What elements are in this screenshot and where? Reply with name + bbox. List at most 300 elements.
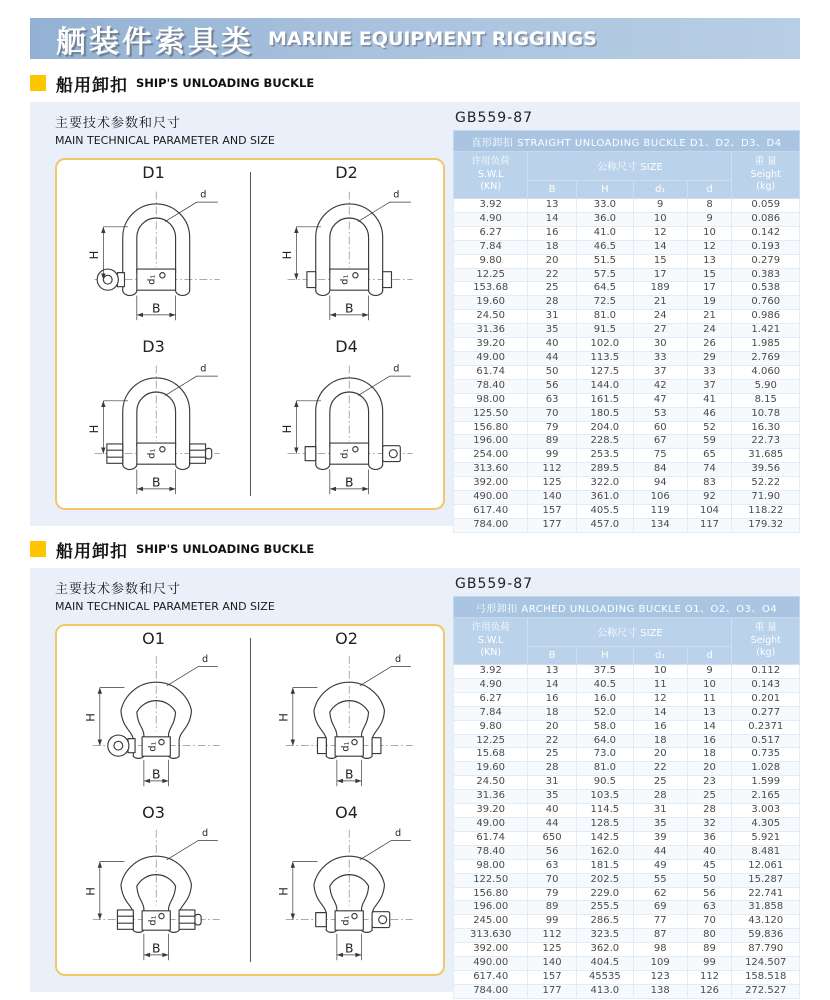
table-cell: 67	[633, 435, 687, 449]
table-cell: 8	[687, 199, 732, 213]
table-row	[454, 817, 800, 831]
table-cell: 7.84	[454, 240, 528, 254]
svg-text:H: H	[279, 250, 294, 260]
table-cell: 6.27	[454, 226, 528, 240]
table-cell: 272.527	[732, 984, 800, 998]
table-cell: 51.5	[576, 254, 633, 268]
table-cell: 0.059	[732, 199, 800, 213]
table-cell: 405.5	[576, 504, 633, 518]
table-cell: 19.60	[454, 762, 528, 776]
table-cell: 5.921	[732, 831, 800, 845]
table-cell: 63	[687, 901, 732, 915]
table-row	[454, 393, 800, 407]
section-1-title-cn: 船用卸扣	[56, 75, 128, 96]
table-cell: 65	[687, 449, 732, 463]
table-cell: 25	[687, 790, 732, 804]
table-cell: 123	[633, 970, 687, 984]
table-cell: 16	[633, 720, 687, 734]
section-2-title-cn: 船用卸扣	[56, 541, 128, 562]
diagram-box-bow-shackles	[55, 624, 445, 976]
svg-text:d: d	[201, 653, 208, 665]
col-swl: 许用负荷 S.W.L (KN)	[454, 618, 528, 665]
table-cell: 78.40	[454, 379, 528, 393]
dee-shackle-drawing	[62, 355, 246, 507]
table-cell: 63	[528, 393, 576, 407]
section-2-panel	[30, 568, 800, 996]
standard-code: GB559-87	[455, 110, 534, 126]
svg-text:H: H	[86, 424, 101, 434]
table-row	[454, 790, 800, 804]
page-title-cn: 舾装件索具类	[56, 24, 254, 60]
table-cell: 0.538	[732, 282, 800, 296]
svg-text:d: d	[201, 827, 208, 839]
table-cell: 81.0	[576, 762, 633, 776]
table-cell: 83	[687, 477, 732, 491]
table-cell: 18	[687, 748, 732, 762]
table-cell: 1.599	[732, 776, 800, 790]
table-cell: 118.22	[732, 504, 800, 518]
table-header-row	[454, 152, 800, 181]
table-cell: 122.50	[454, 873, 528, 887]
table-row	[454, 504, 800, 518]
table-cell: 162.0	[576, 845, 633, 859]
table-cell: 784.00	[454, 984, 528, 998]
table-cell: 28	[633, 790, 687, 804]
dee-shackle-drawing	[255, 181, 439, 333]
table-cell: 156.80	[454, 421, 528, 435]
diagram-label: O2	[335, 629, 358, 648]
table-cell: 196.00	[454, 435, 528, 449]
table-cell: 16.30	[732, 421, 800, 435]
section-2-parameters	[55, 578, 450, 613]
col-d1: d₁	[633, 180, 687, 198]
svg-text:B: B	[344, 475, 353, 490]
table-cell: 90.5	[576, 776, 633, 790]
table-cell: 23	[687, 776, 732, 790]
table-cell: 112	[687, 970, 732, 984]
bow-shackle-drawing	[62, 821, 246, 973]
table-row	[454, 324, 800, 338]
table-cell: 31	[528, 310, 576, 324]
table-cell: 134	[633, 518, 687, 532]
table-cell: 13	[528, 665, 576, 679]
table-cell: 56	[528, 845, 576, 859]
table-cell: 12.25	[454, 734, 528, 748]
table-cell: 52.22	[732, 477, 800, 491]
table-row	[454, 310, 800, 324]
svg-text:H: H	[86, 250, 101, 260]
table-cell: 13	[528, 199, 576, 213]
table-cell: 4.305	[732, 817, 800, 831]
col-B: B	[528, 646, 576, 664]
table-cell: 255.5	[576, 901, 633, 915]
table-cell: 14	[528, 212, 576, 226]
table-cell: 43.120	[732, 915, 800, 929]
table-cell: 16	[528, 692, 576, 706]
table-cell: 14	[528, 678, 576, 692]
table-cell: 33.0	[576, 199, 633, 213]
table-row	[454, 435, 800, 449]
table-cell: 17	[633, 268, 687, 282]
table-row	[454, 776, 800, 790]
table-cell: 27	[633, 324, 687, 338]
table-cell: 490.00	[454, 491, 528, 505]
table-cell: 20	[528, 254, 576, 268]
table-cell: 52.0	[576, 706, 633, 720]
bow-shackle-drawing	[255, 821, 439, 973]
table-cell: 89	[528, 901, 576, 915]
col-weight: 重 量 Seight (kg)	[732, 152, 800, 199]
table-cell: 40	[687, 845, 732, 859]
table-row	[454, 845, 800, 859]
table-row	[454, 692, 800, 706]
table-row	[454, 748, 800, 762]
table-cell: 46.5	[576, 240, 633, 254]
table-cell: 10.78	[732, 407, 800, 421]
table-cell: 140	[528, 491, 576, 505]
table-cell: 31.36	[454, 790, 528, 804]
table-cell: 113.5	[576, 351, 633, 365]
table-cell: 28	[528, 762, 576, 776]
diagram-label: D2	[335, 163, 358, 182]
table-cell: 138	[633, 984, 687, 998]
col-weight: 重 量 Seight (kg)	[732, 618, 800, 665]
table-cell: 99	[528, 449, 576, 463]
col-B: B	[528, 180, 576, 198]
table-cell: 158.518	[732, 970, 800, 984]
table-cell: 0.201	[732, 692, 800, 706]
table-cell: 79	[528, 887, 576, 901]
table-cell: 22.73	[732, 435, 800, 449]
table-cell: 9.80	[454, 254, 528, 268]
table-cell: 1.028	[732, 762, 800, 776]
table-cell: 125	[528, 477, 576, 491]
page-banner	[30, 18, 800, 59]
table-cell: 0.760	[732, 296, 800, 310]
table-cell: 40	[528, 804, 576, 818]
section-1-panel	[30, 102, 800, 530]
table-cell: 56	[528, 379, 576, 393]
table-cell: 49	[633, 859, 687, 873]
table-cell: 15	[633, 254, 687, 268]
table-cell: 25	[528, 748, 576, 762]
table-cell: 0.143	[732, 678, 800, 692]
table-cell: 39.56	[732, 463, 800, 477]
table-cell: 44	[528, 817, 576, 831]
table-cell: 46	[687, 407, 732, 421]
table-cell: 3.003	[732, 804, 800, 818]
table-cell: 16	[687, 734, 732, 748]
table-cell: 71.90	[732, 491, 800, 505]
table-cell: 0.112	[732, 665, 800, 679]
table-cell: 204.0	[576, 421, 633, 435]
table-cell: 80	[687, 929, 732, 943]
table-cell: 31	[528, 776, 576, 790]
svg-text:H: H	[83, 887, 98, 896]
table-cell: 58.0	[576, 720, 633, 734]
table-row	[454, 379, 800, 393]
section-2-heading	[30, 536, 314, 562]
table-cell: 228.5	[576, 435, 633, 449]
table-cell: 64.5	[576, 282, 633, 296]
table-cell: 79	[528, 421, 576, 435]
table-cell: 144.0	[576, 379, 633, 393]
table-cell: 457.0	[576, 518, 633, 532]
table-cell: 0.279	[732, 254, 800, 268]
table-cell: 89	[687, 943, 732, 957]
table-cell: 39.20	[454, 804, 528, 818]
svg-text:B: B	[344, 301, 353, 316]
table-cell: 1.985	[732, 338, 800, 352]
table-cell: 3.92	[454, 199, 528, 213]
table-cell: 20	[687, 762, 732, 776]
table-cell: 19.60	[454, 296, 528, 310]
table-cell: 98.00	[454, 393, 528, 407]
svg-text:H: H	[276, 713, 291, 722]
param-title-en: MAIN TECHNICAL PARAMETER AND SIZE	[55, 600, 275, 613]
table-row	[454, 477, 800, 491]
table-row	[454, 929, 800, 943]
table-cell: 50	[687, 873, 732, 887]
param-title-cn: 主要技术参数和尺寸	[55, 582, 182, 597]
section-1-table-area	[453, 108, 800, 533]
table-cell: 323.5	[576, 929, 633, 943]
table-cell: 39	[633, 831, 687, 845]
table-cell: 112	[528, 463, 576, 477]
table-cell: 125.50	[454, 407, 528, 421]
table-cell: 1.421	[732, 324, 800, 338]
table-cell: 37	[687, 379, 732, 393]
table-cell: 157	[528, 504, 576, 518]
col-d: d	[687, 646, 732, 664]
table-cell: 196.00	[454, 901, 528, 915]
table-cell: 4.90	[454, 212, 528, 226]
table-cell: 28	[528, 296, 576, 310]
table-cell: 50	[528, 365, 576, 379]
table-cell: 153.68	[454, 282, 528, 296]
table-cell: 126	[687, 984, 732, 998]
table-cell: 128.5	[576, 817, 633, 831]
table-cell: 10	[687, 226, 732, 240]
table-title-row	[454, 597, 800, 618]
table-cell: 20	[528, 720, 576, 734]
table-cell: 103.5	[576, 790, 633, 804]
table-cell: 202.5	[576, 873, 633, 887]
table-cell: 13	[687, 254, 732, 268]
table-cell: 6.27	[454, 692, 528, 706]
svg-text:d: d	[199, 363, 206, 375]
diagram-O2-bow-shackle-flush-pin	[250, 626, 443, 800]
table-cell: 245.00	[454, 915, 528, 929]
table-cell: 180.5	[576, 407, 633, 421]
table-cell: 42	[633, 379, 687, 393]
table-cell: 14	[633, 240, 687, 254]
table-row	[454, 720, 800, 734]
bow-shackle-drawing	[62, 647, 246, 799]
table-cell: 44	[528, 351, 576, 365]
diagram-O3-bow-shackle-bolt-pin	[57, 800, 250, 974]
straight-buckle-table	[453, 130, 800, 533]
table-cell: 87.790	[732, 943, 800, 957]
svg-text:d₁: d₁	[338, 274, 350, 285]
table-cell: 12.25	[454, 268, 528, 282]
table-cell: 77	[633, 915, 687, 929]
table-cell: 189	[633, 282, 687, 296]
table-cell: 16	[528, 226, 576, 240]
table-cell: 0.383	[732, 268, 800, 282]
table-cell: 74	[687, 463, 732, 477]
yellow-square-icon	[30, 75, 46, 91]
table-cell: 157	[528, 970, 576, 984]
table-cell: 12	[687, 240, 732, 254]
table-cell: 11	[687, 692, 732, 706]
standard-code: GB559-87	[455, 576, 534, 592]
table-row	[454, 240, 800, 254]
table-cell: 98.00	[454, 859, 528, 873]
diagram-label: O4	[335, 803, 358, 822]
table-cell: 313.60	[454, 463, 528, 477]
diagram-label: O3	[142, 803, 165, 822]
table-cell: 392.00	[454, 477, 528, 491]
table-cell: 21	[687, 310, 732, 324]
arched-buckle-table	[453, 596, 800, 999]
table-cell: 44	[633, 845, 687, 859]
diagram-D4-dee-shackle-round-pin	[250, 334, 443, 508]
table-cell: 75	[633, 449, 687, 463]
table-row	[454, 678, 800, 692]
table-row	[454, 226, 800, 240]
table-cell: 41	[687, 393, 732, 407]
table-cell: 56	[687, 887, 732, 901]
table-row	[454, 365, 800, 379]
table-cell: 10	[687, 678, 732, 692]
table-cell: 41.0	[576, 226, 633, 240]
table-cell: 11	[633, 678, 687, 692]
svg-text:B: B	[344, 941, 353, 956]
table-row	[454, 804, 800, 818]
table-cell: 31	[633, 804, 687, 818]
table-cell: 29	[687, 351, 732, 365]
svg-text:d₁: d₁	[339, 741, 351, 752]
table-cell: 10	[633, 665, 687, 679]
svg-text:d₁: d₁	[145, 448, 157, 459]
table-cell: 8.15	[732, 393, 800, 407]
table-cell: 8.481	[732, 845, 800, 859]
svg-text:d: d	[394, 827, 401, 839]
table-row	[454, 957, 800, 971]
table-title: 弓形卸扣 ARCHED UNLOADING BUCKLE O1、O2、O3、O4	[454, 597, 800, 618]
table-cell: 33	[633, 351, 687, 365]
table-cell: 15	[687, 268, 732, 282]
col-d: d	[687, 180, 732, 198]
diagram-O4-bow-shackle-round-pin	[250, 800, 443, 974]
table-cell: 14	[687, 720, 732, 734]
svg-text:d: d	[392, 189, 399, 201]
table-cell: 15.68	[454, 748, 528, 762]
table-cell: 25	[633, 776, 687, 790]
table-cell: 33	[687, 365, 732, 379]
table-cell: 61.74	[454, 831, 528, 845]
table-cell: 35	[528, 790, 576, 804]
table-cell: 0.517	[732, 734, 800, 748]
table-cell: 9.80	[454, 720, 528, 734]
table-row	[454, 268, 800, 282]
table-row	[454, 970, 800, 984]
svg-text:d: d	[392, 363, 399, 375]
table-row	[454, 212, 800, 226]
table-cell: 40.5	[576, 678, 633, 692]
table-cell: 404.5	[576, 957, 633, 971]
table-cell: 15.287	[732, 873, 800, 887]
table-row	[454, 734, 800, 748]
table-row	[454, 762, 800, 776]
diagram-label: D3	[142, 337, 165, 356]
table-cell: 35	[528, 324, 576, 338]
dee-shackle-drawing	[62, 181, 246, 333]
table-cell: 73.0	[576, 748, 633, 762]
table-cell: 24.50	[454, 310, 528, 324]
table-cell: 84	[633, 463, 687, 477]
table-cell: 19	[687, 296, 732, 310]
table-cell: 31.36	[454, 324, 528, 338]
section-1-parameters	[55, 112, 450, 147]
section-1-heading	[30, 70, 314, 96]
table-cell: 392.00	[454, 943, 528, 957]
svg-text:H: H	[276, 887, 291, 896]
table-cell: 24	[687, 324, 732, 338]
col-H: H	[576, 180, 633, 198]
table-cell: 98	[633, 943, 687, 957]
table-cell: 25	[528, 282, 576, 296]
table-cell: 177	[528, 518, 576, 532]
table-row	[454, 199, 800, 213]
table-cell: 21	[633, 296, 687, 310]
table-cell: 0.2371	[732, 720, 800, 734]
diagram-D3-dee-shackle-bolt-pin	[57, 334, 250, 508]
table-cell: 2.769	[732, 351, 800, 365]
diagram-label: D1	[142, 163, 165, 182]
table-cell: 0.193	[732, 240, 800, 254]
table-cell: 119	[633, 504, 687, 518]
table-cell: 53	[633, 407, 687, 421]
table-cell: 62	[633, 887, 687, 901]
table-cell: 12	[633, 692, 687, 706]
table-cell: 28	[687, 804, 732, 818]
table-cell: 12	[633, 226, 687, 240]
table-cell: 72.5	[576, 296, 633, 310]
table-row	[454, 915, 800, 929]
table-cell: 2.165	[732, 790, 800, 804]
bow-shackle-drawing	[255, 647, 439, 799]
table-cell: 70	[528, 873, 576, 887]
table-cell: 9	[687, 665, 732, 679]
table-cell: 490.00	[454, 957, 528, 971]
table-cell: 49.00	[454, 817, 528, 831]
table-cell: 9	[687, 212, 732, 226]
col-size-group: 公称尺寸 SIZE	[528, 618, 732, 647]
table-cell: 229.0	[576, 887, 633, 901]
table-cell: 361.0	[576, 491, 633, 505]
table-cell: 89	[528, 435, 576, 449]
svg-text:d₁: d₁	[339, 915, 351, 926]
col-size-group: 公称尺寸 SIZE	[528, 152, 732, 181]
table-cell: 32	[687, 817, 732, 831]
table-cell: 24.50	[454, 776, 528, 790]
table-cell: 18	[633, 734, 687, 748]
table-header-row	[454, 618, 800, 647]
table-row	[454, 407, 800, 421]
table-cell: 650	[528, 831, 576, 845]
